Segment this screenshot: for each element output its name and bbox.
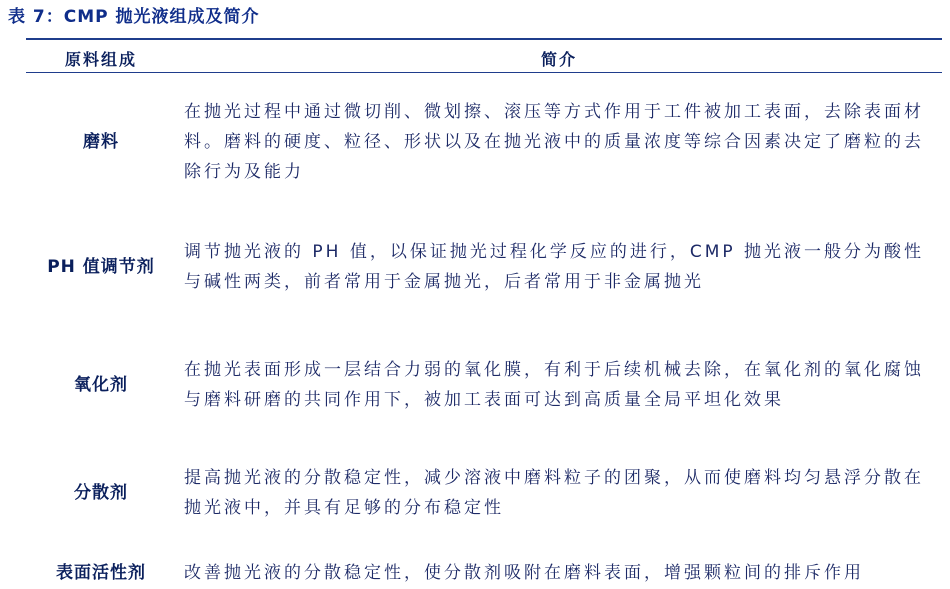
row-component: 表面活性剂: [56, 563, 146, 583]
row-component: 氧化剂: [74, 375, 128, 395]
table-row: [26, 558, 942, 588]
header-component: 原料组成: [64, 49, 137, 69]
row-description: 提高抛光液的分散稳定性，减少溶液中磨料粒子的团聚，从而使磨料均匀悬浮分散在抛光液中，并具有足够的分布稳定性: [184, 468, 924, 518]
table-row: [26, 354, 942, 416]
row-description: 在抛光过程中通过微切削、微划擦、滚压等方式作用于工件被加工表面，去除表面材料。磨料的硬度、粒径、形状以及在抛光液中的质量浓度等综合因素决定了磨粒的去除行为及能力: [184, 102, 924, 182]
table-title: 表 7：CMP 抛光液组成及简介: [8, 7, 260, 27]
row-component: 磨料: [83, 132, 119, 152]
header-description: 简介: [540, 49, 577, 69]
table-row: [26, 462, 942, 524]
row-description: 调节抛光液的 PH 值，以保证抛光过程化学反应的进行，CMP 抛光液一般分为酸性与碱性两类，前者常用于金属抛光，后者常用于非金属抛光: [184, 242, 925, 292]
top-rule: [26, 38, 942, 40]
table-header: [26, 44, 942, 72]
row-component: 分散剂: [74, 483, 128, 503]
row-component: PH 值调节剂: [47, 257, 155, 277]
header-rule: [26, 72, 942, 73]
row-description: 改善抛光液的分散稳定性，使分散剂吸附在磨料表面，增强颗粒间的排斥作用: [184, 563, 864, 583]
table-row: [26, 236, 942, 298]
table-row: [26, 96, 942, 188]
row-description: 在抛光表面形成一层结合力弱的氧化膜，有利于后续机械去除，在氧化剂的氧化腐蚀与磨料研磨的共同作用下，被加工表面可达到高质量全局平坦化效果: [184, 360, 924, 410]
